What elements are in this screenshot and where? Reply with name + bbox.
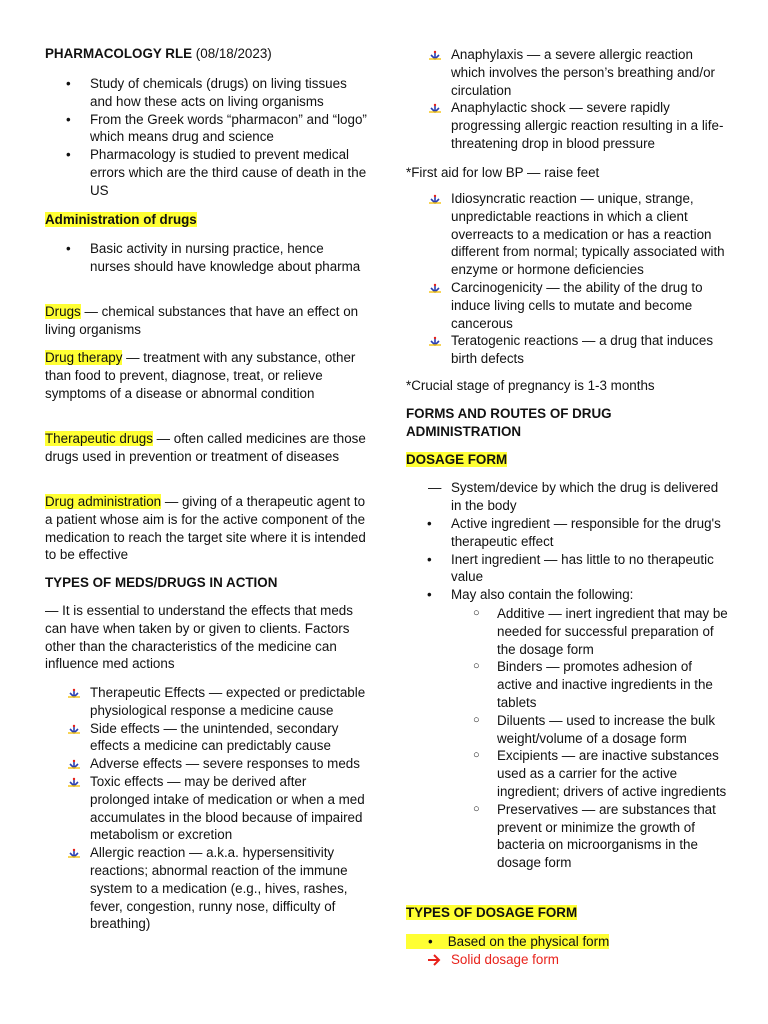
solid-form-label: Solid dosage form — [451, 952, 559, 967]
types-dosage-heading-text: TYPES OF DOSAGE FORM — [406, 905, 578, 920]
intro-list — [45, 75, 367, 200]
arrow-bullet-icon — [67, 688, 81, 698]
def-term: Drug therapy — [45, 350, 123, 365]
arrow-right-icon — [427, 954, 441, 966]
list-item: • From the Greek words “pharmacon” and “logo” which means drug and science — [45, 111, 367, 147]
def-term: Drug administration — [45, 494, 162, 509]
reactions-list-b — [406, 190, 728, 368]
title-date: (08/18/2023) — [192, 46, 272, 61]
arrow-bullet-icon — [67, 759, 81, 769]
list-item: Teratogenic reactions — a drug that induces birth defects — [406, 332, 728, 368]
list-item: Anaphylaxis — a severe allergic reaction which involves the person’s breathing and/or circulation — [406, 46, 728, 99]
def-text: — often called medicines are those drugs used in prevention or treatment of diseases — [45, 431, 366, 464]
list-item: • May also contain the following: — [406, 586, 728, 604]
list-item: Toxic effects — may be derived after prolonged intake of medication or when a med accumulates in the blood because of impaired metabolism or excretion — [45, 773, 367, 844]
list-item: • Basic activity in nursing practice, hence nurses should have knowledge about pharma — [45, 240, 367, 276]
physical-form-label: Based on the physical form — [447, 934, 610, 949]
list-item: Anaphylactic shock — severe rapidly progressing allergic reaction resulting in a life-threatening drop in blood pressure — [406, 99, 728, 152]
list-item: ○ Binders — promotes adhesion of active and inactive ingredients in the tablets — [406, 658, 728, 711]
admin-heading-text: Administration of drugs — [45, 212, 197, 227]
arrow-bullet-icon — [428, 283, 442, 293]
dosage-dash-list — [406, 479, 728, 515]
list-item: ○ Diluents — used to increase the bulk weight/volume of a dosage form — [406, 712, 728, 748]
def-term: Therapeutic drugs — [45, 431, 153, 446]
list-item: ○ Excipients — are inactive substances used as a carrier for the active ingredient; drivers of active ingredients — [406, 747, 728, 800]
list-item: • Study of chemicals (drugs) on living tissues and how these acts on living organisms — [45, 75, 367, 111]
def-text: — chemical substances that have an effect on living organisms — [45, 304, 359, 337]
def-term: Drugs — [45, 304, 81, 319]
arrow-bullet-icon — [428, 194, 442, 204]
list-item: Carcinogenicity — the ability of the drug to induce living cells to mutate and become cancerous — [406, 279, 728, 332]
list-item: ○ Additive — inert ingredient that may be needed for successful preparation of the dosage form — [406, 605, 728, 658]
list-item: • Active ingredient — responsible for the drug's therapeutic effect — [406, 515, 728, 551]
solid-form-item — [406, 951, 728, 969]
list-item: • Pharmacology is studied to prevent medical errors which are the third cause of death in the US — [45, 146, 367, 199]
arrow-bullet-icon — [67, 724, 81, 734]
doc-title — [45, 45, 367, 63]
def-drugs — [45, 303, 367, 339]
list-item: ○ Preservatives — are substances that prevent or minimize the growth of bacteria on microorganisms in the dosage form — [406, 801, 728, 872]
types-list — [45, 684, 367, 933]
types-intro: — It is essential to understand the effects that meds can have when taken by or given to clients. Factors other than the characteristics of the medicine can influence med actions — [45, 603, 353, 672]
def-text: — treatment with any substance, other than food to prevent, diagnose, treat, or relieve symptoms of a disease or abnormal condition — [45, 350, 356, 401]
list-item: Side effects — the unintended, secondary effects a medicine can predictably cause — [45, 720, 367, 756]
types-heading: TYPES OF MEDS/DRUGS IN ACTION — [45, 575, 278, 590]
list-item: Idiosyncratic reaction — unique, strange, unpredictable reactions in which a client overreacts to a medication or has a reaction different from normal; typically associated with enzyme or hormone deficiencies — [406, 190, 728, 279]
list-item: • Inert ingredient — has little to no therapeutic value — [406, 551, 728, 587]
dosage-bullets — [406, 515, 728, 604]
admin-list — [45, 240, 367, 276]
physical-form-item — [406, 933, 728, 951]
note-pregnancy: *Crucial stage of pregnancy is 1-3 months — [406, 378, 655, 393]
def-therapeutic-drugs — [45, 430, 367, 466]
note-low-bp: *First aid for low BP — raise feet — [406, 165, 600, 180]
list-item: Adverse effects — severe responses to meds — [45, 755, 367, 773]
forms-heading: FORMS AND ROUTES OF DRUG ADMINISTRATION — [406, 406, 612, 439]
arrow-bullet-icon — [428, 103, 442, 113]
def-drug-therapy — [45, 349, 367, 402]
list-item: — System/device by which the drug is delivered in the body — [406, 479, 728, 515]
types-dosage-heading — [406, 904, 728, 922]
admin-heading — [45, 211, 367, 229]
list-item: Therapeutic Effects — expected or predictable physiological response a medicine cause — [45, 684, 367, 720]
arrow-bullet-icon — [428, 336, 442, 346]
reactions-list-a — [406, 46, 728, 153]
arrow-bullet-icon — [428, 50, 442, 60]
def-drug-administration — [45, 493, 367, 564]
arrow-bullet-icon — [67, 777, 81, 787]
dosage-heading — [406, 451, 728, 469]
dosage-heading-text: DOSAGE FORM — [406, 452, 508, 467]
arrow-bullet-icon — [67, 848, 81, 858]
def-text: — giving of a therapeutic agent to a patient whose aim is for the active component of the medication to reach the target site where it is intended to be effective — [45, 494, 366, 563]
list-item: Allergic reaction — a.k.a. hypersensitivity reactions; abnormal reaction of the immune system to a medication (e.g., hives, rashes, fever, congestion, runny nose, difficulty of breathing) — [45, 844, 367, 933]
physical-form-highlight: • Based on the physical form — [406, 934, 609, 949]
dosage-sub-list — [406, 605, 728, 872]
title-text: PHARMACOLOGY RLE — [45, 46, 193, 61]
